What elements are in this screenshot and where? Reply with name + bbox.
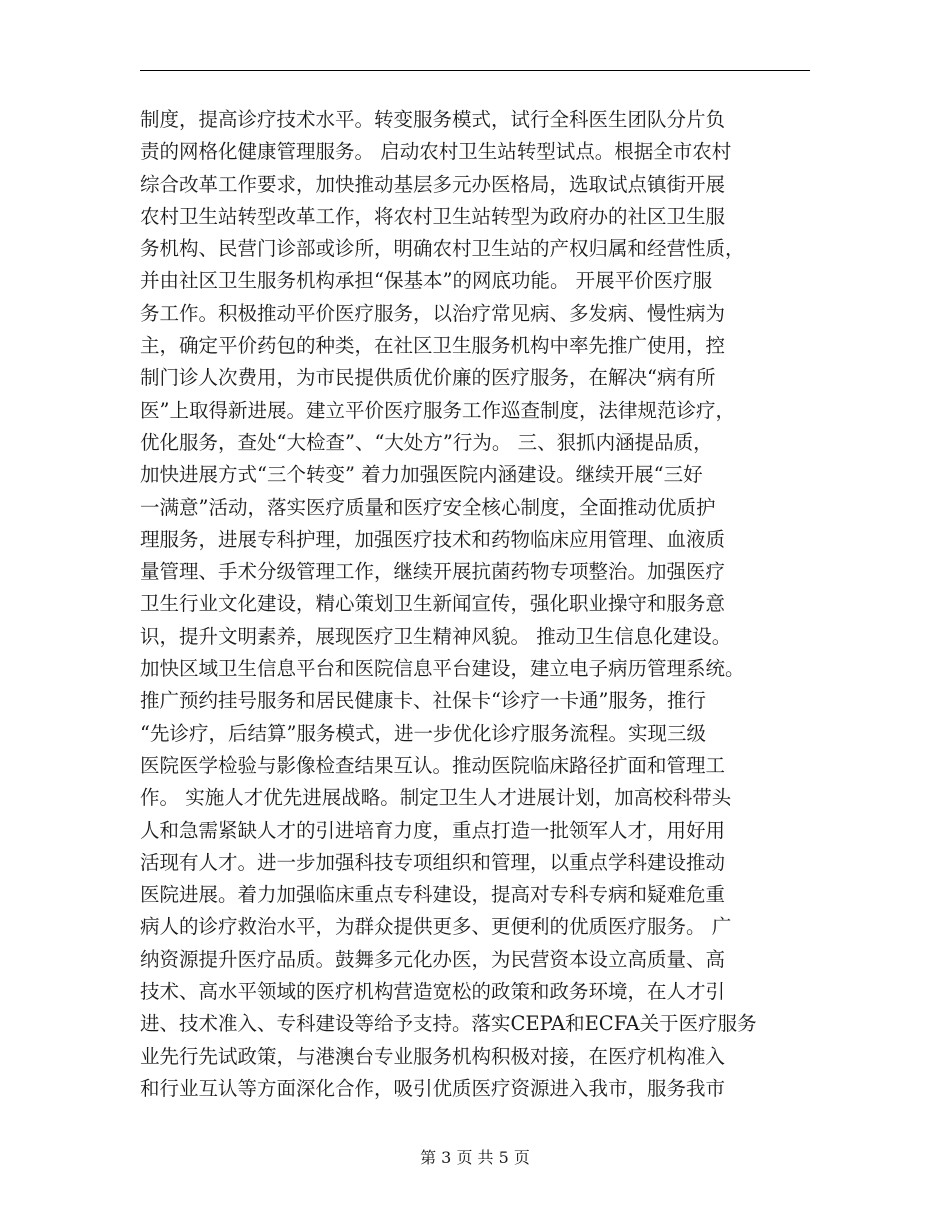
text-line: 活现有人才。进一步加强科技专项组织和管理，以重点学科建设推动	[140, 850, 726, 874]
text-line: 医”上取得新进展。建立平价医疗服务工作巡查制度，法律规范诊疗，	[140, 398, 735, 422]
text-line: 医院进展。着力加强临床重点专科建设，提高对专科专病和疑难危重	[140, 883, 726, 907]
text-line: 一满意”活动，落实医疗质量和医疗安全核心制度，全面推动优质护	[140, 495, 716, 519]
text-line: 加快区域卫生信息平台和医院信息平台建设，建立电子病历管理系统。	[140, 657, 745, 681]
text-line: 和行业互认等方面深化合作，吸引优质医疗资源进入我市，服务我市	[140, 1076, 726, 1100]
text-line: “先诊疗，后结算”服务模式，进一步优化诊疗服务流程。实现三级	[140, 721, 706, 745]
text-line: 制门诊人次费用，为市民提供质优价廉的医疗服务，在解决“病有所	[140, 366, 716, 390]
text-line: 技术、高水平领域的医疗机构营造宽松的政策和政务环境，在人才引	[140, 980, 726, 1004]
text-line: 主，确定平价药包的种类，在社区卫生服务机构中率先推广使用，控	[140, 334, 726, 358]
text-line: 理服务，进展专科护理，加强医疗技术和药物临床应用管理、血液质	[140, 527, 726, 551]
text-line: 作。 实施人才优先进展战略。制定卫生人才进展计划，加高校科带头	[140, 786, 732, 810]
text-line: 责的网格化健康管理服务。 启动农村卫生站转型试点。根据全市农村	[140, 140, 732, 164]
text-line: 医院医学检验与影像检查结果互认。推动医院临床路径扩面和管理工	[140, 753, 726, 777]
text-line: 业先行先试政策，与港澳台专业服务机构积极对接，在医疗机构准入	[140, 1044, 726, 1068]
text-line: 并由社区卫生服务机构承担“保基本”的网底功能。 开展平价医疗服	[140, 269, 713, 293]
text-line: 病人的诊疗救治水平，为群众提供更多、更便利的优质医疗服务。 广	[140, 915, 732, 939]
text-line: 识，提升文明素养，展现医疗卫生精神风貌。 推动卫生信息化建设。	[140, 624, 732, 648]
body-text	[140, 104, 820, 1105]
text-line: 推广预约挂号服务和居民健康卡、社保卡“诊疗一卡通”服务，推行	[140, 689, 706, 713]
text-line: 优化服务，查处“大检查”、“大处方”行为。 三、狠抓内涵提品质，	[140, 430, 713, 454]
text-line: 务机构、民营门诊部或诊所，明确农村卫生站的产权归属和经营性质，	[140, 237, 745, 261]
text-line: 纳资源提升医疗品质。鼓舞多元化办医，为民营资本设立高质量、高	[140, 947, 726, 971]
text-line: 加快进展方式“三个转变” 着力加强医院内涵建设。继续开展“三好	[140, 463, 703, 487]
page-footer: 第 3 页 共 5 页	[420, 1148, 530, 1167]
text-line: 农村卫生站转型改革工作，将农村卫生站转型为政府办的社区卫生服	[140, 204, 726, 228]
text-line: 务工作。积极推动平价医疗服务，以治疗常见病、多发病、慢性病为	[140, 301, 726, 325]
text-line: 量管理、手术分级管理工作，继续开展抗菌药物专项整治。加强医疗	[140, 560, 726, 584]
text-line: 综合改革工作要求，加快推动基层多元办医格局，选取试点镇街开展	[140, 172, 726, 196]
header-rule	[140, 70, 810, 71]
text-line: 卫生行业文化建设，精心策划卫生新闻宣传，强化职业操守和服务意	[140, 592, 726, 616]
text-line: 进、技术准入、专科建设等给予支持。落实CEPA和ECFA关于医疗服务	[140, 1012, 757, 1036]
text-line: 制度，提高诊疗技术水平。转变服务模式，试行全科医生团队分片负	[140, 108, 726, 131]
text-line: 人和急需紧缺人才的引进培育力度，重点打造一批领军人才，用好用	[140, 818, 726, 842]
